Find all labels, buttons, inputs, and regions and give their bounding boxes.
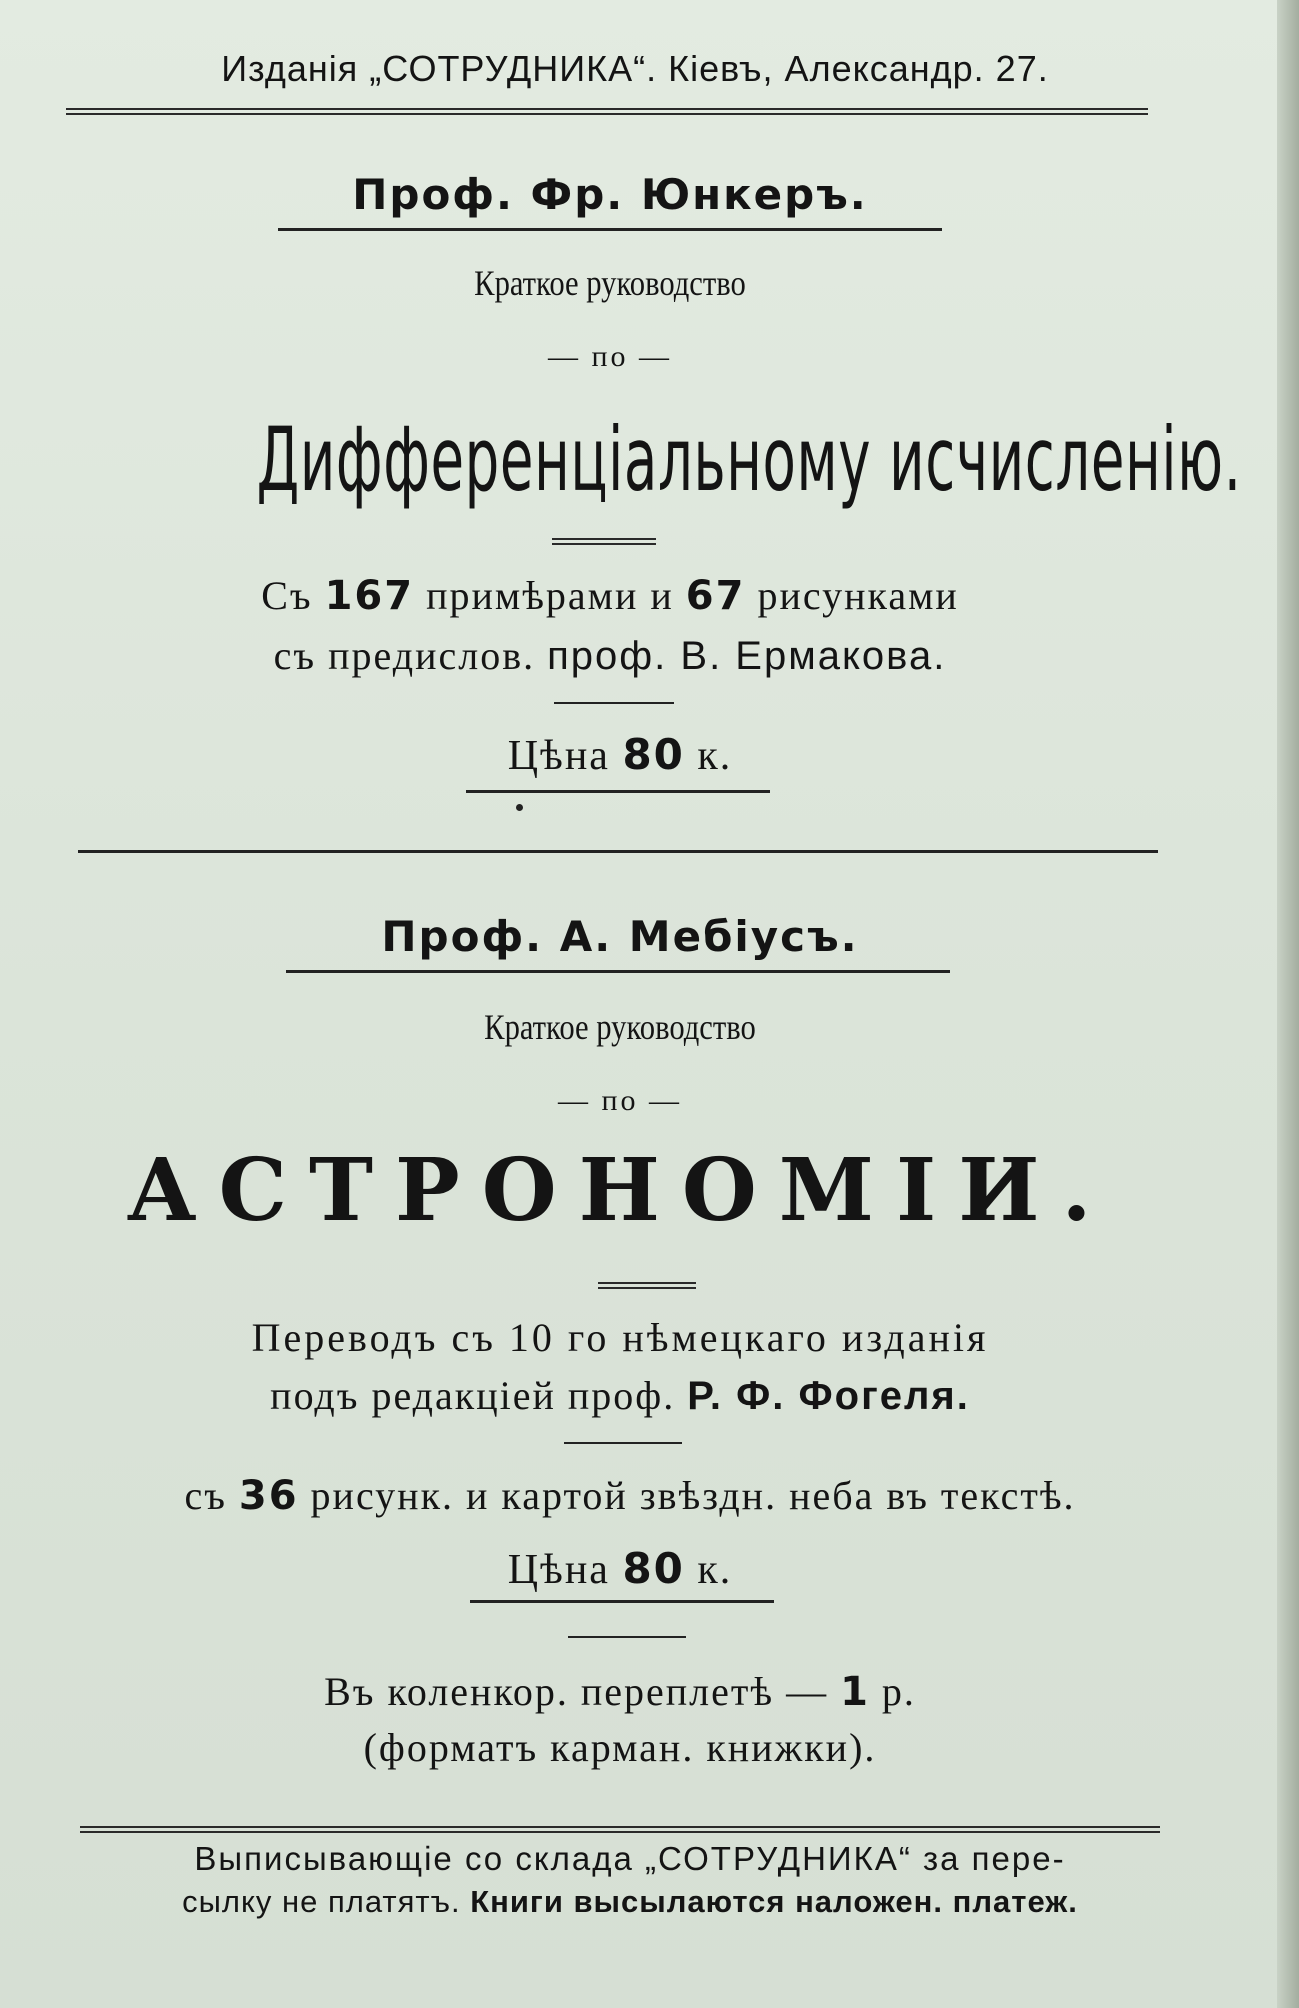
- book2-short-rule-1: [564, 1442, 682, 1444]
- book2-title-double-rule: [598, 1282, 696, 1289]
- footer-line2: сылку не платятъ. Книги высылаются наложен. платеж.: [182, 1884, 1078, 1919]
- header-double-rule: [66, 108, 1148, 115]
- book2-details-line1: Переводъ съ 10 го нѣмецкаго изданія: [251, 1315, 989, 1360]
- book1-details-line2: съ предислов. проф. В. Ермакова.: [273, 633, 947, 678]
- book1-price-underline: [466, 790, 770, 793]
- book1-ink-dot: [516, 804, 523, 811]
- book2-binding: Въ коленкор. переплетѣ — 1 р.: [324, 1669, 916, 1715]
- footer-line1: Выписывающіе со склада „СОТРУДНИКА“ за пере-: [194, 1840, 1066, 1877]
- book2-title: АСТРОНОМІИ.: [126, 1140, 1114, 1241]
- book2-format: (форматъ карман. книжки).: [363, 1725, 877, 1770]
- book1-short-rule: [554, 702, 674, 704]
- book2-price-underline: [470, 1600, 774, 1603]
- book1-author: Проф. Фр. Юнкеръ.: [352, 170, 868, 219]
- book1-title: Дифференціальному исчисленію.: [256, 408, 1242, 511]
- publisher-line: [60, 48, 1210, 90]
- book2-details-line2: подъ редакціей проф. Р. Ф. Фогеля.: [270, 1373, 970, 1418]
- page-edge: [1277, 0, 1299, 2008]
- book2-author-underline: [286, 970, 950, 973]
- publisher-text: Изданія „СОТРУДНИКА“. Кіевъ, Александр. 27.: [221, 48, 1049, 89]
- book1-title-double-rule: [552, 538, 656, 545]
- section-divider: [78, 850, 1158, 853]
- book2-author: Проф. А. Мебіусъ.: [381, 912, 859, 961]
- book1-price: Цѣна 80 к.: [507, 730, 733, 779]
- book1-author-underline: [278, 228, 942, 231]
- book1-subtitle: Краткое руководство: [474, 263, 746, 303]
- footer-double-rule: [80, 1826, 1160, 1833]
- book1-po: — по —: [547, 340, 673, 373]
- book2-price: Цѣна 80 к.: [507, 1544, 733, 1593]
- book2-details-line3: съ 36 рисунк. и картой звѣздн. неба въ текстѣ.: [184, 1473, 1076, 1519]
- book1-details-line1: Съ 167 примѣрами и 67 рисунками: [261, 573, 959, 619]
- book2-po: — по —: [557, 1084, 683, 1117]
- book2-subtitle: Краткое руководство: [484, 1007, 756, 1047]
- book2-short-rule-2: [568, 1636, 686, 1638]
